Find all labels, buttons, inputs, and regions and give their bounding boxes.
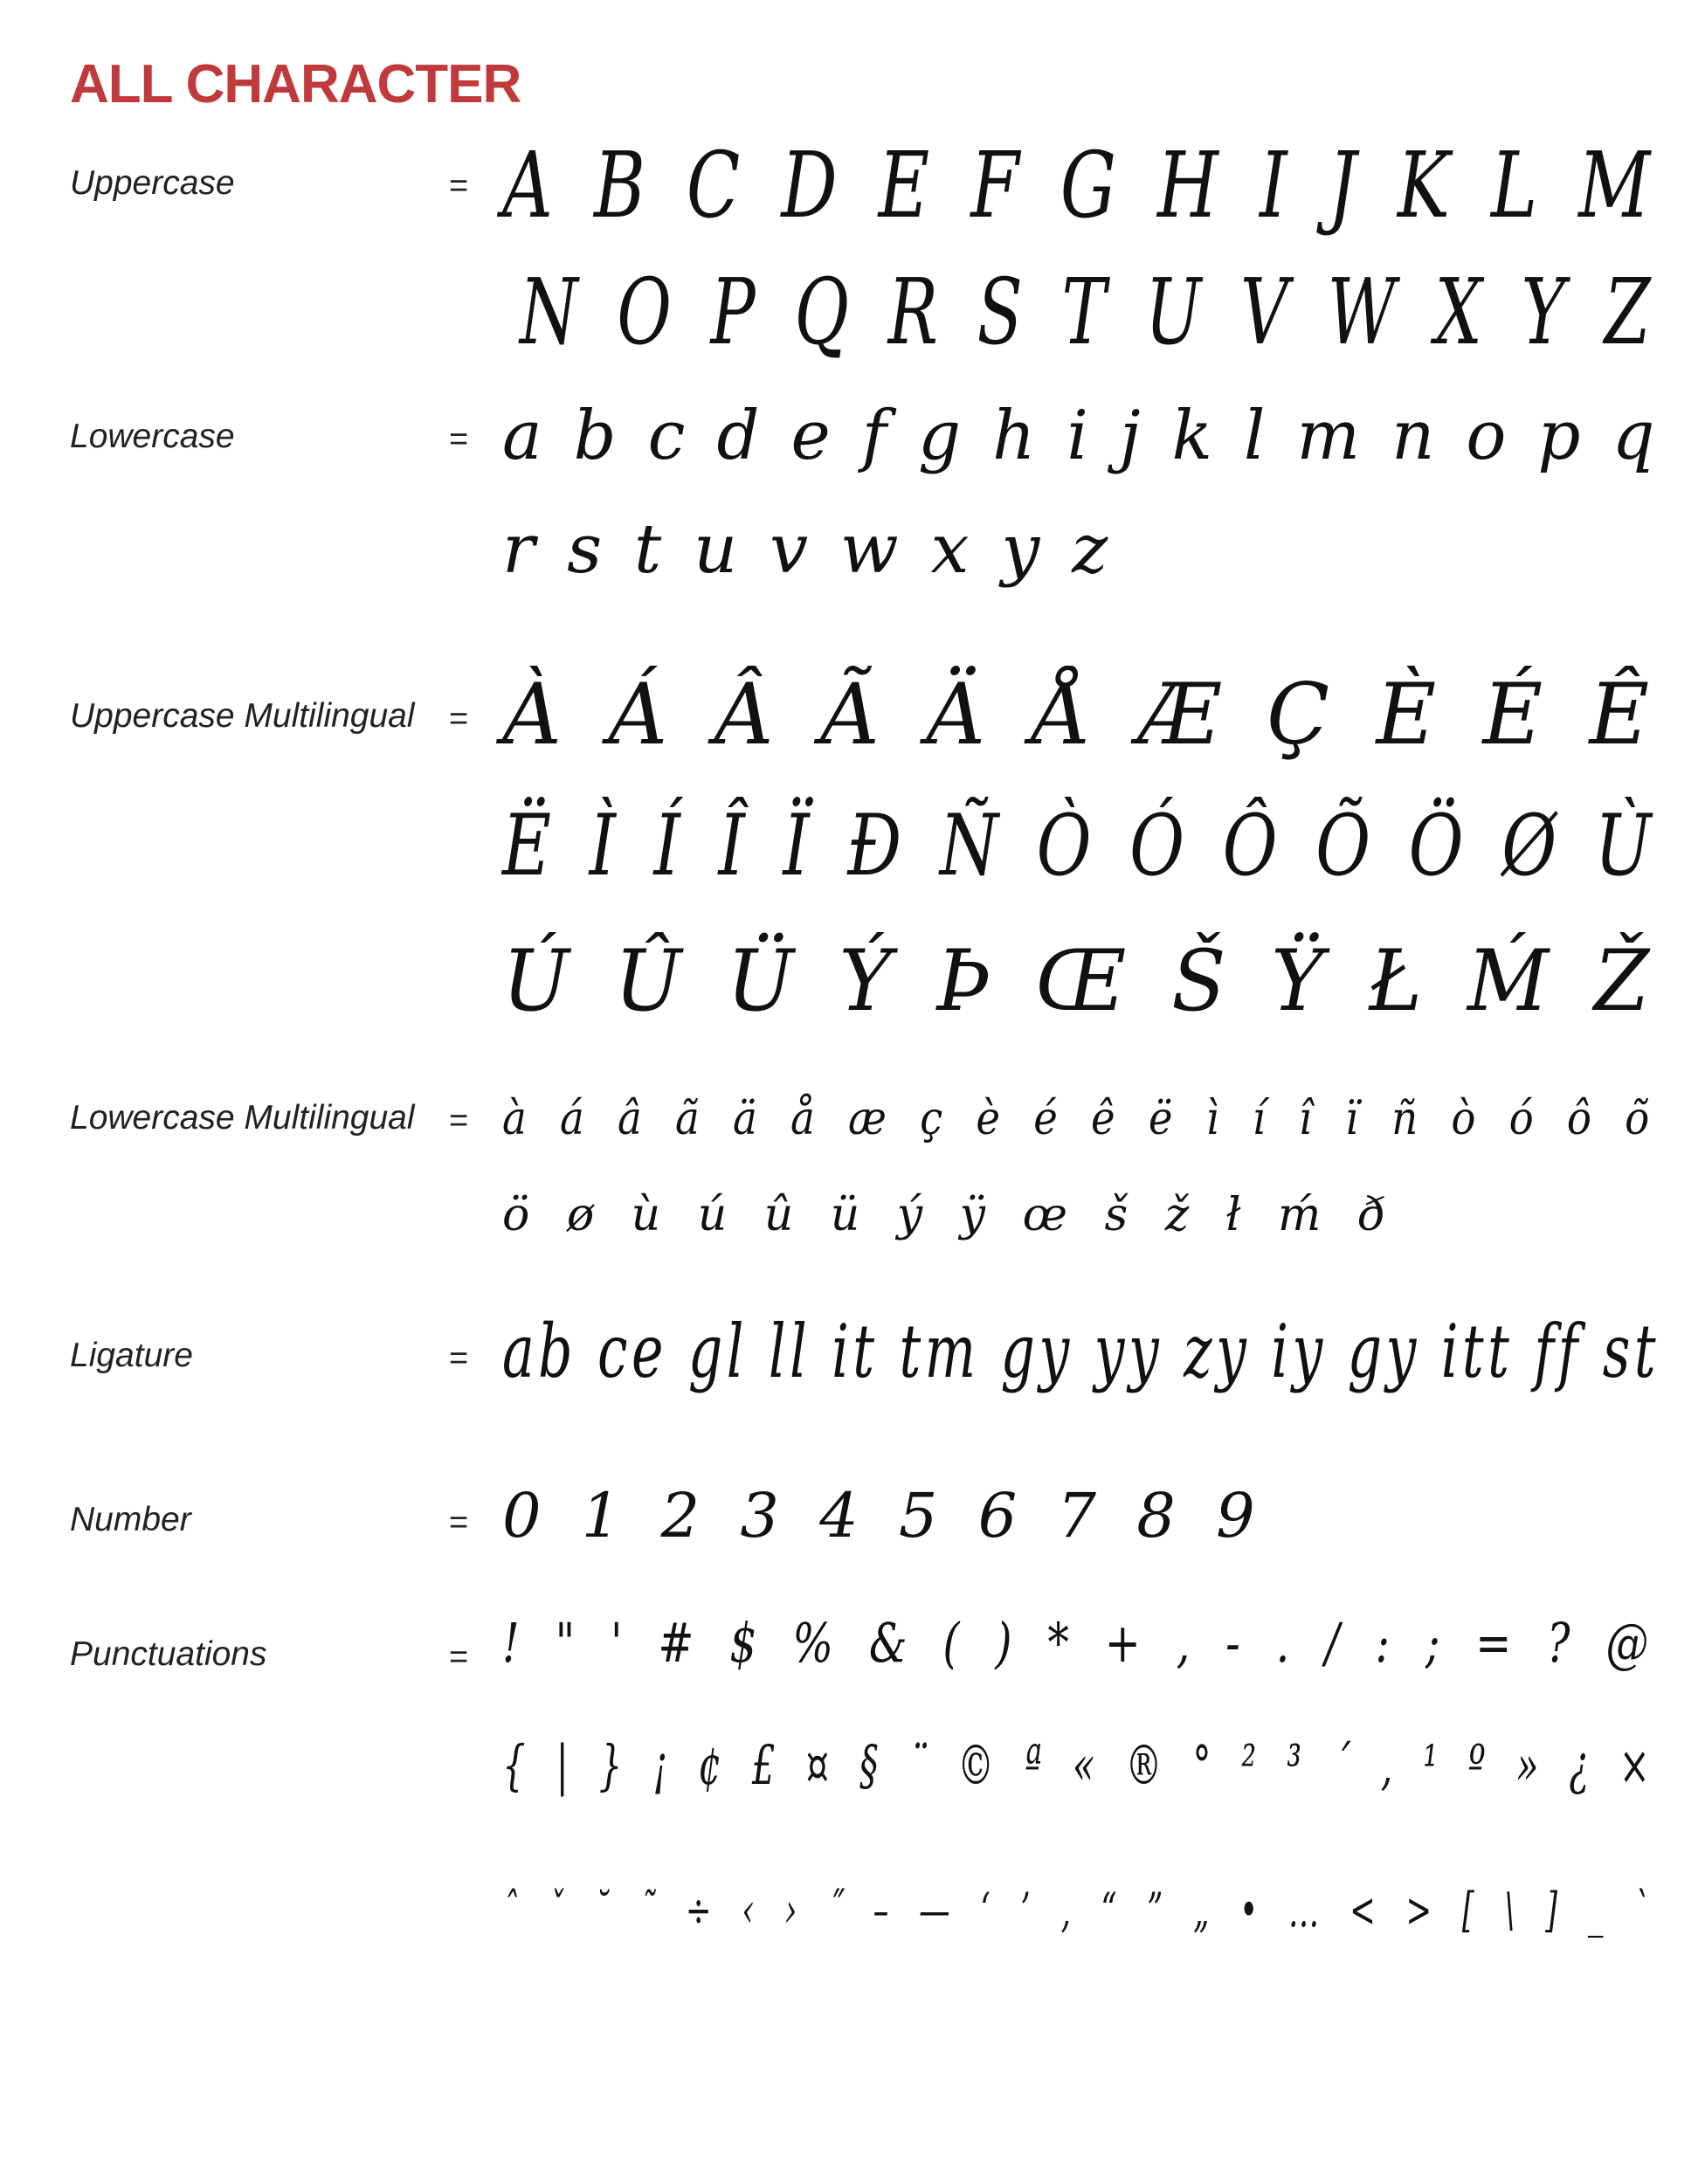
lowercase-label: Lowercase — [70, 418, 235, 455]
uppercase-multilingual-glyphs-line-3: Ú Û Ü Ý Þ Œ Š Ÿ Ł Ḿ Ž — [502, 932, 1660, 1030]
lowercase-glyphs-line-1: a b c d e f g h i j k l m n o p q — [502, 397, 1660, 475]
punctuations-label: Punctuations — [70, 1635, 267, 1673]
number-label: Number — [70, 1501, 191, 1538]
uppercase-glyphs-line-1: A B C D E F G H I J K L M — [502, 132, 1660, 238]
uppercase-multilingual-separator: = — [449, 701, 469, 737]
ligature-separator: = — [449, 1340, 469, 1377]
uppercase-multilingual-label: Uppercase Multilingual — [70, 697, 415, 735]
uppercase-separator: = — [449, 168, 469, 204]
lowercase-multilingual-glyphs-line-1: à á â ã ä å æ ç è é ê ë ì í î ï ñ ò ó ô õ — [502, 1093, 1660, 1145]
lowercase-multilingual-separator: = — [449, 1102, 469, 1139]
lowercase-multilingual-label: Lowercase Multilingual — [70, 1099, 415, 1137]
uppercase-label: Uppercase — [70, 164, 235, 202]
lowercase-glyphs-line-2: r s t u v w x y z — [502, 510, 1114, 589]
ligature-glyphs: ab ce gl ll it tm gy yy zy iy gy itt ff st — [502, 1309, 1660, 1394]
number-separator: = — [449, 1504, 469, 1541]
number-glyphs: 0 1 2 3 4 5 6 7 8 9 — [502, 1480, 1266, 1552]
uppercase-glyphs-line-2: N O P Q R S T U V W X Y Z — [520, 259, 1660, 365]
ligature-label: Ligature — [70, 1337, 193, 1374]
uppercase-multilingual-glyphs-line-1: À Á Â Ã Ä Å Æ Ç È É Ê — [502, 666, 1660, 764]
punctuations-glyphs-line-1: ! " ' # $ % & ( ) * + , - . / : ; = ? @ — [502, 1611, 1660, 1675]
punctuations-glyphs-line-3: ˆ ˇ ˘ ˜ ÷ ‹ › ˝ – — ‘ ’ ‚ “ ” „ • … < > [ \ ] _ ` — [502, 1883, 1660, 1938]
lowercase-multilingual-glyphs-line-2: ö ø ù ú û ü ý ÿ œ š ž ł ḿ ð — [502, 1189, 1398, 1241]
page-title: ALL CHARACTER — [70, 54, 521, 114]
punctuations-glyphs-line-2: { | } ¡ ¢ £ ¤ § ¨ © ª « ® ° ² ³ ´ , ¹ º » ¿ × — [502, 1733, 1660, 1797]
punctuations-separator: = — [449, 1639, 469, 1676]
lowercase-separator: = — [449, 421, 469, 458]
uppercase-multilingual-glyphs-line-2: Ë Ì Í Î Ï Ð Ñ Ò Ó Ô Õ Ö Ø Ù — [502, 797, 1660, 895]
